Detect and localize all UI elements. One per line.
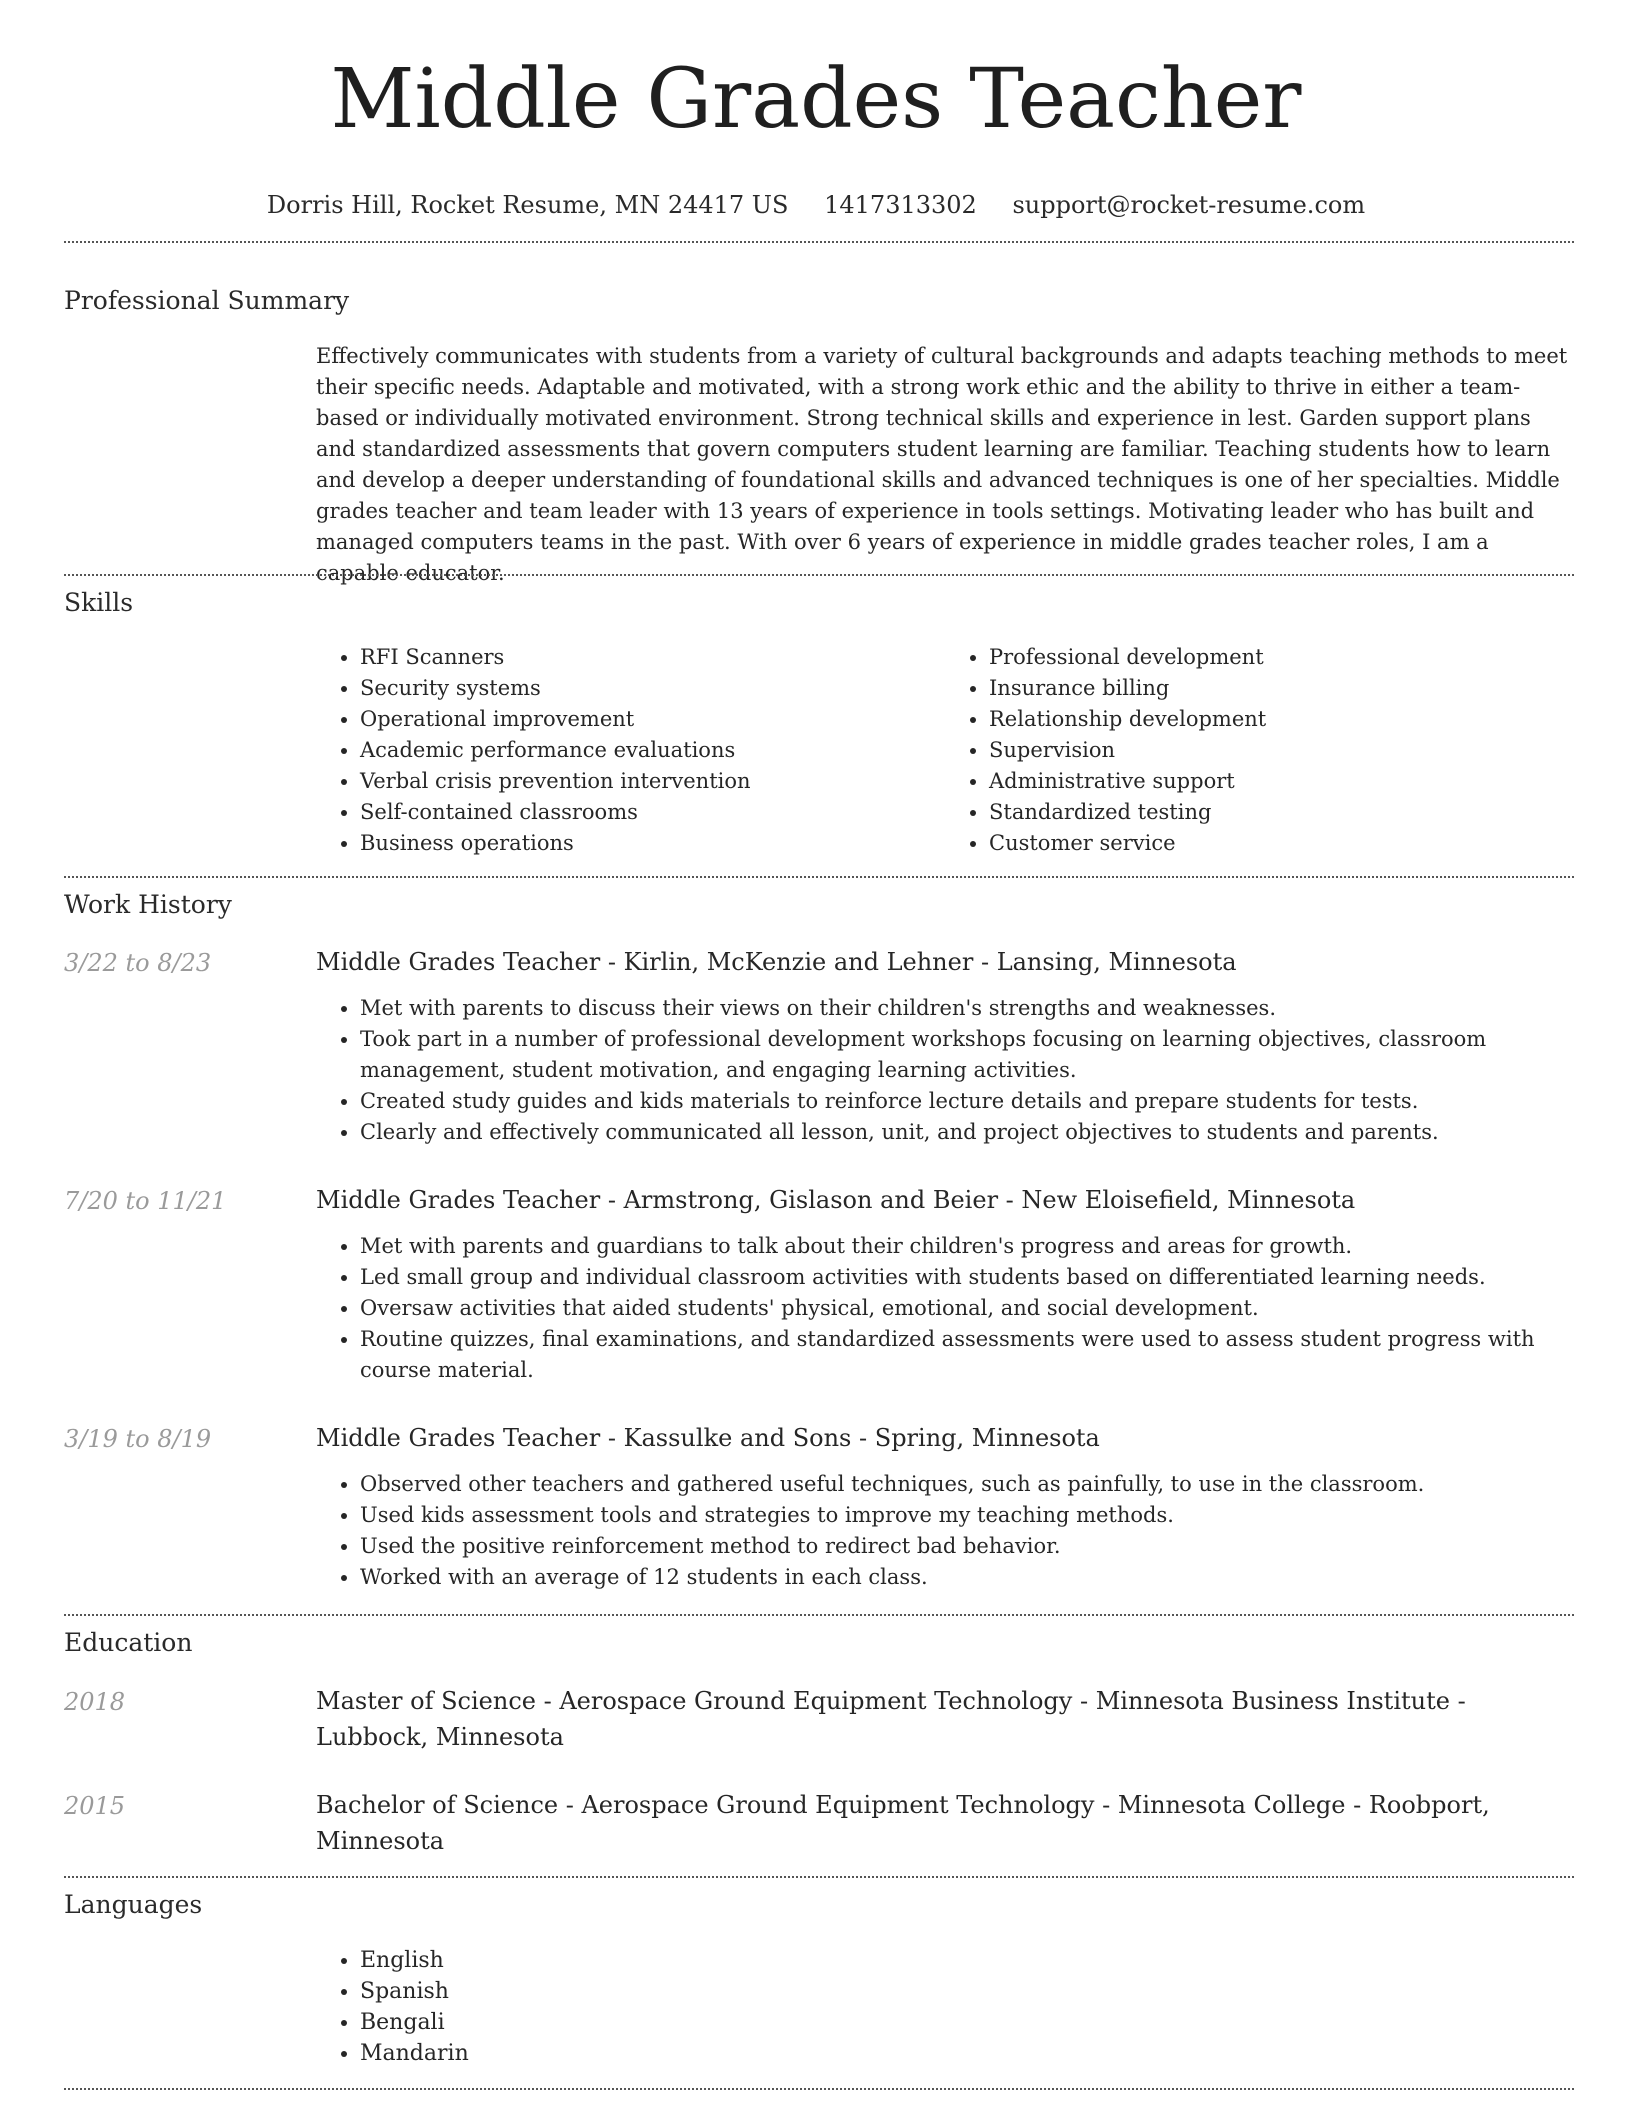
skills-list-left xyxy=(316,642,945,859)
job-location: Spring, Minnesota xyxy=(874,1424,1100,1452)
divider xyxy=(64,2088,1574,2090)
job-company: Kassulke and Sons xyxy=(623,1424,852,1452)
skills-section xyxy=(316,642,1574,859)
language-item: • Spanish xyxy=(360,1976,1574,2007)
job-bullets xyxy=(316,1469,1574,1593)
skill-item: • Administrative support xyxy=(989,766,1574,797)
education-school: - Minnesota College - Roobport, Minnesota xyxy=(316,1791,1490,1855)
languages-heading: Languages xyxy=(64,1890,203,1919)
job-bullet: • Clearly and effectively communicated all lesson, unit, and project objectives to students and parents. xyxy=(360,1117,1574,1148)
job-dates: 3/22 to 8/23 xyxy=(64,949,212,977)
education-degree: Master of Science - Aerospace Ground Equipment Technology xyxy=(316,1687,1073,1715)
language-item: • Bengali xyxy=(360,2007,1574,2038)
job-entry xyxy=(316,1421,1574,1593)
education-heading: Education xyxy=(64,1628,193,1657)
job-bullets xyxy=(316,993,1574,1148)
education-entry xyxy=(316,1787,1574,1859)
job-role: Middle Grades Teacher xyxy=(316,1424,601,1452)
job-company: Kirlin, McKenzie and Lehner xyxy=(623,948,974,976)
education-school: - Minnesota Business Institute - Lubbock, Minnesota xyxy=(316,1687,1466,1751)
job-dates: 7/20 to 11/21 xyxy=(64,1187,227,1215)
divider xyxy=(64,1876,1574,1878)
language-item: • English xyxy=(360,1945,1574,1976)
job-title: Middle Grades Teacher - Armstrong, Gislason and Beier - New Eloisefield, Minnesota xyxy=(316,1186,1356,1214)
skills-heading: Skills xyxy=(64,588,134,617)
education-year: 2018 xyxy=(64,1688,126,1716)
divider xyxy=(64,876,1574,878)
job-title: Middle Grades Teacher - Kassulke and Sons - Spring, Minnesota xyxy=(316,1424,1100,1452)
resume-title: Middle Grades Teacher xyxy=(330,52,1302,147)
education-degree: Bachelor of Science - Aerospace Ground Equipment Technology xyxy=(316,1791,1095,1819)
summary-text: Effectively communicates with students from a variety of cultural backgrounds and adapts teaching methods to meet their specific needs. Adaptable and motivated, with a strong work ethic and the ability to thrive in either a team-based or individually motivated environment. Strong technical skills and experience in lest. Garden support plans and standardized assessments that govern computers student learning are familiar. Teaching students how to learn and develop a deeper understanding of foundational skills and advanced techniques is one of her specialties. Middle grades teacher and team leader with 13 years of experience in tools settings. Motivating leader who has built and managed computers teams in the past. With over 6 years of experience in middle grades teacher roles, I am a capable educator. xyxy=(316,344,1568,585)
job-bullet: • Observed other teachers and gathered useful techniques, such as painfully, to use in the classroom. xyxy=(360,1469,1574,1500)
job-location: New Eloisefield, Minnesota xyxy=(1021,1186,1356,1214)
job-location: Lansing, Minnesota xyxy=(996,948,1237,976)
job-entry xyxy=(316,945,1574,1148)
language-item: • Mandarin xyxy=(360,2038,1574,2069)
job-bullet: • Created study guides and kids materials to reinforce lecture details and prepare students for tests. xyxy=(360,1086,1574,1117)
job-bullet: • Met with parents to discuss their views on their children's strengths and weaknesses. xyxy=(360,993,1574,1024)
job-bullet: • Used the positive reinforcement method to redirect bad behavior. xyxy=(360,1531,1574,1562)
skill-item: • Business operations xyxy=(360,828,945,859)
skill-item: • Self-contained classrooms xyxy=(360,797,945,828)
job-title: Middle Grades Teacher - Kirlin, McKenzie and Lehner - Lansing, Minnesota xyxy=(316,948,1237,976)
job-bullet: • Used kids assessment tools and strategies to improve my teaching methods. xyxy=(360,1500,1574,1531)
job-bullet: • Oversaw activities that aided students' physical, emotional, and social development. xyxy=(360,1293,1574,1324)
skills-list-right xyxy=(945,642,1574,859)
job-company: Armstrong, Gislason and Beier xyxy=(623,1186,999,1214)
skill-item: • Security systems xyxy=(360,673,945,704)
skill-item: • Operational improvement xyxy=(360,704,945,735)
contact-address: Dorris Hill, Rocket Resume, MN 24417 US xyxy=(266,191,789,219)
education-title xyxy=(316,1683,1574,1755)
languages-section xyxy=(316,1945,1574,2069)
skill-item: • Professional development xyxy=(989,642,1574,673)
divider xyxy=(64,574,1574,576)
job-bullet: • Worked with an average of 12 students in each class. xyxy=(360,1562,1574,1593)
skill-item: • Customer service xyxy=(989,828,1574,859)
skill-item: • RFI Scanners xyxy=(360,642,945,673)
job-bullet: • Took part in a number of professional development workshops focusing on learning objectives, classroom management, student motivation, and engaging learning activities. xyxy=(360,1024,1574,1086)
contact-line xyxy=(0,190,1632,220)
summary-section xyxy=(316,341,1574,589)
education-year: 2015 xyxy=(64,1792,126,1820)
education-title xyxy=(316,1787,1574,1859)
skill-item: • Supervision xyxy=(989,735,1574,766)
job-bullet: • Met with parents and guardians to talk about their children's progress and areas for growth. xyxy=(360,1231,1574,1262)
contact-email: support@rocket-resume.com xyxy=(1012,191,1366,219)
skill-item: • Relationship development xyxy=(989,704,1574,735)
divider xyxy=(64,241,1574,243)
job-role: Middle Grades Teacher xyxy=(316,1186,601,1214)
job-bullet: • Routine quizzes, final examinations, and standardized assessments were used to assess student progress with course material. xyxy=(360,1324,1574,1386)
work-heading: Work History xyxy=(64,890,232,919)
contact-phone: 1417313302 xyxy=(824,191,977,219)
job-bullet: • Led small group and individual classroom activities with students based on differentiated learning needs. xyxy=(360,1262,1574,1293)
languages-list xyxy=(316,1945,1574,2069)
job-dates: 3/19 to 8/19 xyxy=(64,1425,212,1453)
skill-item: • Standardized testing xyxy=(989,797,1574,828)
skill-item: • Insurance billing xyxy=(989,673,1574,704)
job-role: Middle Grades Teacher xyxy=(316,948,601,976)
skill-item: • Academic performance evaluations xyxy=(360,735,945,766)
job-bullets xyxy=(316,1231,1574,1386)
job-entry xyxy=(316,1183,1574,1386)
summary-heading: Professional Summary xyxy=(64,286,350,315)
skill-item: • Verbal crisis prevention intervention xyxy=(360,766,945,797)
education-entry xyxy=(316,1683,1574,1755)
divider xyxy=(64,1614,1574,1616)
